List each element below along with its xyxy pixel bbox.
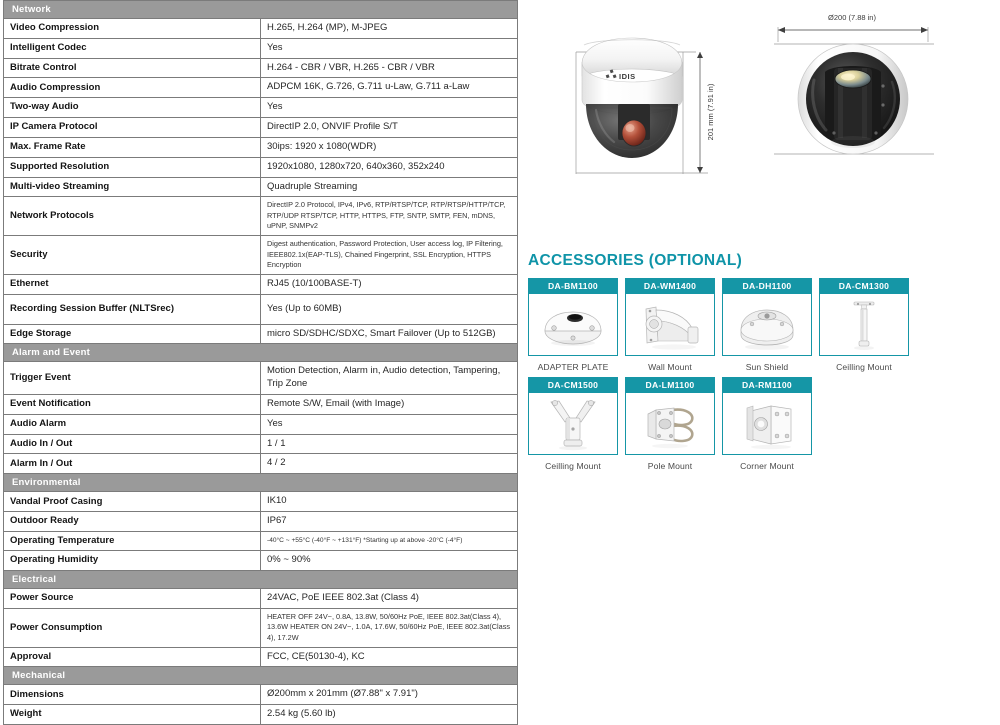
spec-row-value: micro SD/SDHC/SDXC, Smart Failover (Up to 512GB): [261, 324, 518, 344]
accessories-row-1: [528, 278, 928, 372]
accessory-card[interactable]: [528, 278, 618, 372]
spec-row: [4, 197, 518, 236]
spec-row: [4, 19, 518, 39]
dimension-drawings: [520, 0, 1000, 185]
right-pane: [520, 0, 1000, 615]
spec-row-label: Network Protocols: [4, 197, 261, 236]
spec-row-label: Power Source: [4, 589, 261, 609]
spec-row-label: Audio In / Out: [4, 434, 261, 454]
accessory-card[interactable]: [819, 278, 909, 372]
spec-row-value: Motion Detection, Alarm in, Audio detection, Tampering, Trip Zone: [261, 362, 518, 395]
spec-row-label: Trigger Event: [4, 362, 261, 395]
accessory-card[interactable]: [625, 278, 715, 372]
spec-row-label: Event Notification: [4, 395, 261, 415]
spec-row-value: 30ips: 1920 x 1080(WDR): [261, 137, 518, 157]
spec-row: [4, 531, 518, 550]
spec-row-value: 4 / 2: [261, 454, 518, 474]
spec-row-label: Recording Session Buffer (NLTSrec): [4, 294, 261, 324]
spec-row-value: Yes: [261, 98, 518, 118]
spec-row: [4, 705, 518, 725]
spec-section-title: Network: [4, 1, 518, 19]
spec-row-value: 0% ~ 90%: [261, 551, 518, 571]
spec-row-value: Ø200mm x 201mm (Ø7.88" x 7.91"): [261, 685, 518, 705]
specifications-table: [3, 0, 518, 725]
camera-front-view-drawing: [752, 2, 982, 187]
spec-section-header: [4, 667, 518, 685]
spec-row-value: Yes: [261, 414, 518, 434]
spec-row: [4, 137, 518, 157]
front-width-dimension-label: Ø200 (7.88 in): [828, 13, 876, 22]
adapter-plate-icon: [528, 294, 618, 356]
spec-row-value: HEATER OFF 24V~, 0.8A, 13.8W, 50/60Hz PoE, IEEE 802.3at(Class 4), 13.6W HEATER ON 24V~, 1.0A, 17.6W, 50/60Hz PoE, IEEE 802.3at(Class 4), 17.2W: [261, 608, 518, 647]
accessory-card[interactable]: [722, 377, 812, 471]
spec-row: [4, 492, 518, 512]
spec-row-value: 24VAC, PoE IEEE 802.3at (Class 4): [261, 589, 518, 609]
spec-row-value: Yes: [261, 38, 518, 58]
accessories-grid: [528, 278, 928, 476]
spec-row-label: Bitrate Control: [4, 58, 261, 78]
accessory-caption: Ceilling Mount: [545, 461, 601, 471]
spec-row-label: Max. Frame Rate: [4, 137, 261, 157]
wall-mount-icon: [625, 294, 715, 356]
spec-row-value: ADPCM 16K, G.726, G.711 u-Law, G.711 a-Law: [261, 78, 518, 98]
spec-row: [4, 58, 518, 78]
spec-row: [4, 551, 518, 571]
idis-logo: [606, 69, 636, 81]
accessory-card[interactable]: [722, 278, 812, 372]
accessory-card[interactable]: [528, 377, 618, 471]
spec-row: [4, 608, 518, 647]
spec-row: [4, 434, 518, 454]
spec-row: [4, 157, 518, 177]
spec-row-value: IP67: [261, 512, 518, 532]
spec-row-label: Ethernet: [4, 274, 261, 294]
pole-mount-icon: [625, 393, 715, 455]
spec-section-title: Electrical: [4, 571, 518, 589]
spec-row-label: Video Compression: [4, 19, 261, 39]
accessory-caption: Ceilling Mount: [836, 362, 892, 372]
spec-row-label: Security: [4, 236, 261, 275]
spec-row-label: Power Consumption: [4, 608, 261, 647]
spec-row-label: Edge Storage: [4, 324, 261, 344]
spec-row-value: Remote S/W, Email (with Image): [261, 395, 518, 415]
spec-row-label: Operating Temperature: [4, 531, 261, 550]
spec-row-value: DirectIP 2.0, ONVIF Profile S/T: [261, 118, 518, 138]
spec-row: [4, 454, 518, 474]
spec-section-header: [4, 474, 518, 492]
spec-row-label: Intelligent Codec: [4, 38, 261, 58]
accessory-caption: Wall Mount: [648, 362, 692, 372]
camera-side-view-drawing: [568, 12, 768, 187]
spec-row-value: 1920x1080, 1280x720, 640x360, 352x240: [261, 157, 518, 177]
spec-row-label: Audio Alarm: [4, 414, 261, 434]
accessories-row-2: [528, 377, 928, 471]
spec-section-header: [4, 344, 518, 362]
spec-row: [4, 294, 518, 324]
spec-row-value: H.264 - CBR / VBR, H.265 - CBR / VBR: [261, 58, 518, 78]
spec-row-label: Supported Resolution: [4, 157, 261, 177]
accessory-model-label: DA-DH1100: [722, 278, 812, 294]
corner-mount-icon: [722, 393, 812, 455]
spec-row: [4, 78, 518, 98]
accessory-caption: ADAPTER PLATE: [537, 362, 609, 372]
spec-row-label: Outdoor Ready: [4, 512, 261, 532]
accessory-model-label: DA-LM1100: [625, 377, 715, 393]
spec-section-header: [4, 1, 518, 19]
spec-row-label: IP Camera Protocol: [4, 118, 261, 138]
spec-row: [4, 414, 518, 434]
spec-row-label: Alarm In / Out: [4, 454, 261, 474]
spec-row: [4, 647, 518, 667]
spec-row-value: Quadruple Streaming: [261, 177, 518, 197]
spec-row-value: RJ45 (10/100BASE-T): [261, 274, 518, 294]
spec-row-value: IK10: [261, 492, 518, 512]
spec-row-label: Weight: [4, 705, 261, 725]
spec-row: [4, 274, 518, 294]
spec-row: [4, 685, 518, 705]
spec-row-label: Two-way Audio: [4, 98, 261, 118]
spec-row: [4, 118, 518, 138]
spec-row-value: 2.54 kg (5.60 lb): [261, 705, 518, 725]
spec-row: [4, 98, 518, 118]
spec-row-value: -40°C ~ +55°C (-40°F ~ +131°F) *Starting up at above -20°C (-4°F): [261, 531, 518, 550]
accessory-caption: Sun Shield: [745, 362, 789, 372]
side-height-dimension-label: 201 mm (7.91 in): [706, 83, 715, 141]
spec-row-value: FCC, CE(50130-4), KC: [261, 647, 518, 667]
spec-row-value: 1 / 1: [261, 434, 518, 454]
accessory-model-label: DA-CM1300: [819, 278, 909, 294]
spec-row-label: Audio Compression: [4, 78, 261, 98]
spec-row: [4, 395, 518, 415]
spec-row-label: Vandal Proof Casing: [4, 492, 261, 512]
spec-row-value: Yes (Up to 60MB): [261, 294, 518, 324]
spec-row: [4, 362, 518, 395]
spec-row: [4, 177, 518, 197]
spec-row-label: Multi-video Streaming: [4, 177, 261, 197]
spec-row-label: Dimensions: [4, 685, 261, 705]
accessory-caption: Corner Mount: [740, 461, 794, 471]
spec-section-title: Environmental: [4, 474, 518, 492]
spec-row-label: Approval: [4, 647, 261, 667]
ceiling-mount-yoke-icon: [528, 393, 618, 455]
sun-shield-icon: [722, 294, 812, 356]
accessory-caption: Pole Mount: [647, 461, 693, 471]
spec-section-header: [4, 571, 518, 589]
accessory-model-label: DA-RM1100: [722, 377, 812, 393]
spec-row-label: Operating Humidity: [4, 551, 261, 571]
spec-row: [4, 324, 518, 344]
accessories-title: ACCESSORIES (OPTIONAL): [528, 252, 743, 269]
accessory-card[interactable]: [625, 377, 715, 471]
accessory-model-label: DA-CM1500: [528, 377, 618, 393]
spec-row: [4, 236, 518, 275]
spec-row-value: DirectIP 2.0 Protocol, IPv4, IPv6, RTP/RTSP/TCP, RTP/RTSP/HTTP/TCP, RTP/UDP RTSP/TCP, HTTP, HTTPS, FTP, SNTP, SMTP, FEN, mDNS, uPNP, SNMPv2: [261, 197, 518, 236]
spec-row-value: Digest authentication, Password Protection, User access log, IP Filtering, IEEE802.1x(EAP-TLS), Chained Fingerprint, SSL Encryption, HTTPS Encryption: [261, 236, 518, 275]
spec-section-title: Alarm and Event: [4, 344, 518, 362]
spec-row-value: H.265, H.264 (MP), M-JPEG: [261, 19, 518, 39]
ceiling-mount-pipe-icon: [819, 294, 909, 356]
accessory-model-label: DA-WM1400: [625, 278, 715, 294]
spec-row: [4, 589, 518, 609]
spec-section-title: Mechanical: [4, 667, 518, 685]
svg-text:IDIS: IDIS: [619, 72, 636, 81]
spec-row: [4, 512, 518, 532]
spec-row: [4, 38, 518, 58]
accessory-model-label: DA-BM1100: [528, 278, 618, 294]
